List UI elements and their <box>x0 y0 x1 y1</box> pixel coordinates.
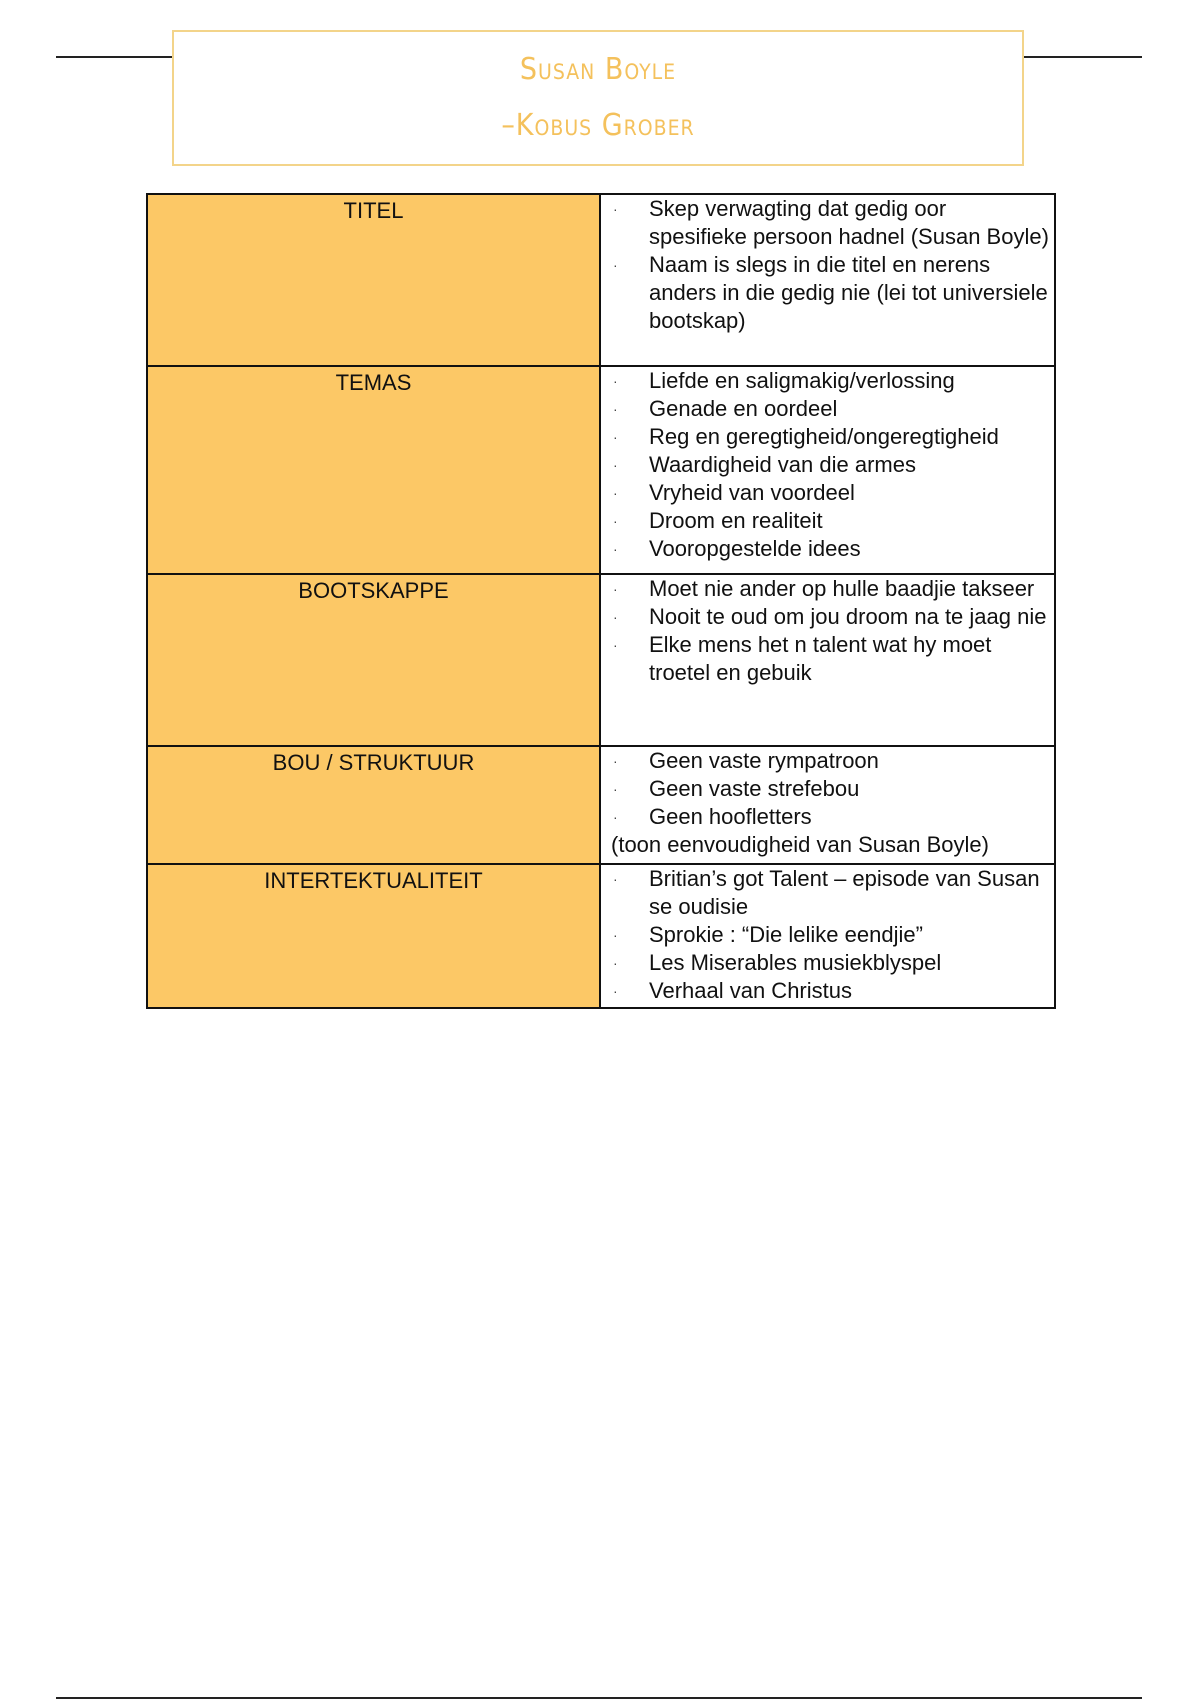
list-item <box>611 507 1050 535</box>
document-title: Susan Boyle <box>519 52 677 87</box>
bullet-icon: · <box>613 401 618 417</box>
list-item <box>611 865 1050 921</box>
item-text: Skep verwagting dat gedig oor spesifieke persoon hadnel (Susan Boyle) <box>649 196 1049 249</box>
bullet-icon: · <box>613 429 618 445</box>
list-item <box>611 479 1050 507</box>
item-text: Nooit te oud om jou droom na te jaag nie <box>649 604 1047 629</box>
item-text: Droom en realiteit <box>649 508 823 533</box>
bullet-icon: · <box>613 373 618 389</box>
item-text: Geen vaste rympatroon <box>649 748 879 773</box>
item-text: Elke mens het n talent wat hy moet troetel en gebuik <box>649 632 992 685</box>
item-text: Reg en geregtigheid/ongeregtigheid <box>649 424 999 449</box>
list-item <box>611 631 1050 687</box>
bullet-icon: · <box>613 457 618 473</box>
list-item <box>611 195 1050 251</box>
structure-note: (toon eenvoudigheid van Susan Boyle) <box>611 832 989 857</box>
list-item <box>611 251 1050 335</box>
row-content-bootskappe <box>600 574 1055 746</box>
list-item <box>611 395 1050 423</box>
header-rule-right <box>1024 56 1142 58</box>
bullet-icon: · <box>613 637 618 653</box>
item-text: Geen hoofletters <box>649 804 812 829</box>
item-text: Vryheid van voordeel <box>649 480 855 505</box>
row-content-bou-struktuur <box>600 746 1055 864</box>
item-text: Naam is slegs in die titel en nerens anders in die gedig nie (lei tot universiele bootskap) <box>649 252 1048 333</box>
title-box <box>172 30 1024 166</box>
item-text: Liefde en saligmakig/verlossing <box>649 368 955 393</box>
item-text: Geen vaste strefebou <box>649 776 860 801</box>
row-label-bou-struktuur: BOU / STRUKTUUR <box>147 746 600 864</box>
row-label-intertektualiteit: INTERTEKTUALITEIT <box>147 864 600 1008</box>
header-rule-left <box>56 56 174 58</box>
list-item <box>611 949 1050 977</box>
bullet-icon: · <box>613 513 618 529</box>
bullet-icon: · <box>613 753 618 769</box>
bullet-icon: · <box>613 927 618 943</box>
item-text: Britian’s got Talent – episode van Susan se oudisie <box>649 866 1040 919</box>
list-item <box>611 451 1050 479</box>
bullet-icon: · <box>613 955 618 971</box>
table-row <box>147 366 1055 574</box>
item-text: Waardigheid van die armes <box>649 452 916 477</box>
bullet-icon: · <box>613 201 618 217</box>
bullet-icon: · <box>613 257 618 273</box>
bullet-icon: · <box>613 871 618 887</box>
table-row <box>147 746 1055 864</box>
list-item <box>611 747 1050 775</box>
list-item <box>611 575 1050 603</box>
bullet-icon: · <box>613 581 618 597</box>
table-row <box>147 574 1055 746</box>
list-item <box>611 977 1050 1005</box>
summary-table <box>146 193 1056 1009</box>
document-author: –Kobus Grober <box>501 108 695 143</box>
item-text: Moet nie ander op hulle baadjie takseer <box>649 576 1035 601</box>
bullet-icon: · <box>613 983 618 999</box>
row-content-intertektualiteit <box>600 864 1055 1008</box>
table-row <box>147 864 1055 1008</box>
item-text: Les Miserables musiekblyspel <box>649 950 942 975</box>
list-item <box>611 603 1050 631</box>
table-row <box>147 194 1055 366</box>
footer-rule <box>56 1697 1142 1699</box>
bullet-icon: · <box>613 541 618 557</box>
list-item <box>611 367 1050 395</box>
item-text: Genade en oordeel <box>649 396 838 421</box>
list-item <box>611 535 1050 563</box>
bullet-icon: · <box>613 809 618 825</box>
row-content-temas <box>600 366 1055 574</box>
list-item <box>611 775 1050 803</box>
row-content-titel <box>600 194 1055 366</box>
item-text: Verhaal van Christus <box>649 978 852 1003</box>
row-label-temas: TEMAS <box>147 366 600 574</box>
list-item <box>611 423 1050 451</box>
row-label-bootskappe: BOOTSKAPPE <box>147 574 600 746</box>
list-item <box>611 803 1050 831</box>
row-label-titel: TITEL <box>147 194 600 366</box>
item-text: Sprokie : “Die lelike eendjie” <box>649 922 923 947</box>
bullet-icon: · <box>613 485 618 501</box>
item-text: Vooropgestelde idees <box>649 536 861 561</box>
bullet-icon: · <box>613 609 618 625</box>
list-item <box>611 921 1050 949</box>
bullet-icon: · <box>613 781 618 797</box>
